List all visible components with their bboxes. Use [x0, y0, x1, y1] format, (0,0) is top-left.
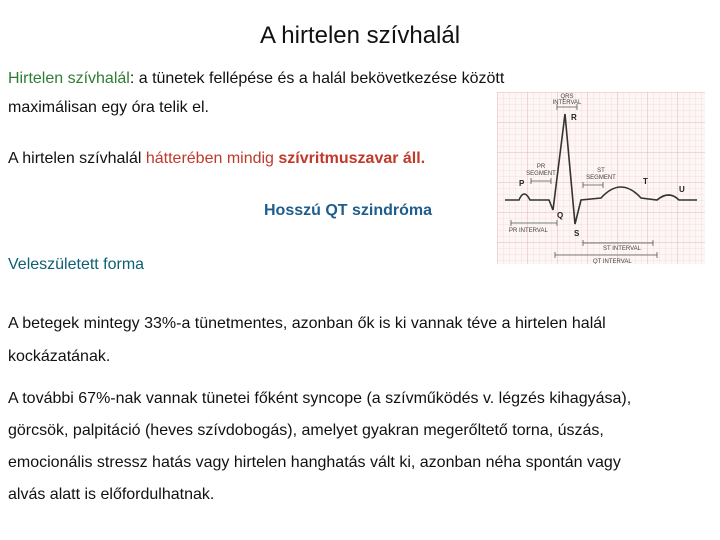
ecg-p-label: P [519, 179, 525, 188]
cause-red: hátterében mindig [145, 150, 274, 167]
ecg-q-label: Q [557, 211, 564, 220]
ecg-svg [497, 92, 705, 264]
paragraph2-line2: görcsök, palpitáció (heves szívdobogás), amelyet gyakran megerőltető torna, úszás, [8, 422, 604, 439]
cause-line [8, 148, 425, 170]
congenital-label: Veleszületett forma [8, 256, 145, 273]
ecg-diagram [497, 92, 705, 264]
intro-rest: : a tünetek fellépése és a halál bekövetkezése között [129, 70, 505, 87]
ecg-s-label: S [574, 229, 580, 238]
intro-term: Hirtelen szívhalál [8, 70, 130, 87]
ecg-pr-segment-label: SEGMENT [526, 171, 556, 177]
ecg-st-label: ST [597, 168, 605, 174]
paragraph1-line1: A betegek mintegy 33%-a tünetmentes, azonban ők is ki vannak téve a hirtelen halál [8, 315, 606, 332]
subheading: Hosszú QT szindróma [264, 202, 433, 219]
page-title: A hirtelen szívhalál [259, 22, 461, 49]
cause-bold: szívritmuszavar áll. [273, 150, 426, 167]
ecg-t-label: T [643, 177, 648, 186]
ecg-u-label: U [679, 185, 685, 194]
intro-line-1 [8, 68, 504, 90]
ecg-st-interval-label: ST INTERVAL [603, 246, 642, 252]
paragraph2-line4: alvás alatt is előfordulhatnak. [8, 486, 215, 503]
ecg-qt-interval-label: QT INTERVAL [593, 259, 632, 264]
ecg-pr-label: PR [536, 164, 546, 170]
ecg-qrs-interval-label: INTERVAL [552, 100, 582, 106]
paragraph2-line3: emocionális stressz hatás vagy hirtelen hanghatás vált ki, azonban néha spontán vagy [8, 454, 621, 471]
paragraph2-line1: A további 67%-nak vannak tünetei főként syncope (a szívműködés v. légzés kihagyása), [8, 390, 632, 407]
ecg-pr-interval-label: PR INTERVAL [509, 228, 548, 234]
ecg-st-segment-label: SEGMENT [586, 175, 616, 181]
ecg-r-label: R [571, 113, 577, 122]
intro-line-2: maximálisan egy óra telik el. [8, 99, 209, 116]
cause-prefix: A hirtelen szívhalál [8, 150, 146, 167]
ecg-qrs-label: QRS [560, 94, 574, 100]
paragraph1-line2: kockázatának. [8, 348, 111, 365]
